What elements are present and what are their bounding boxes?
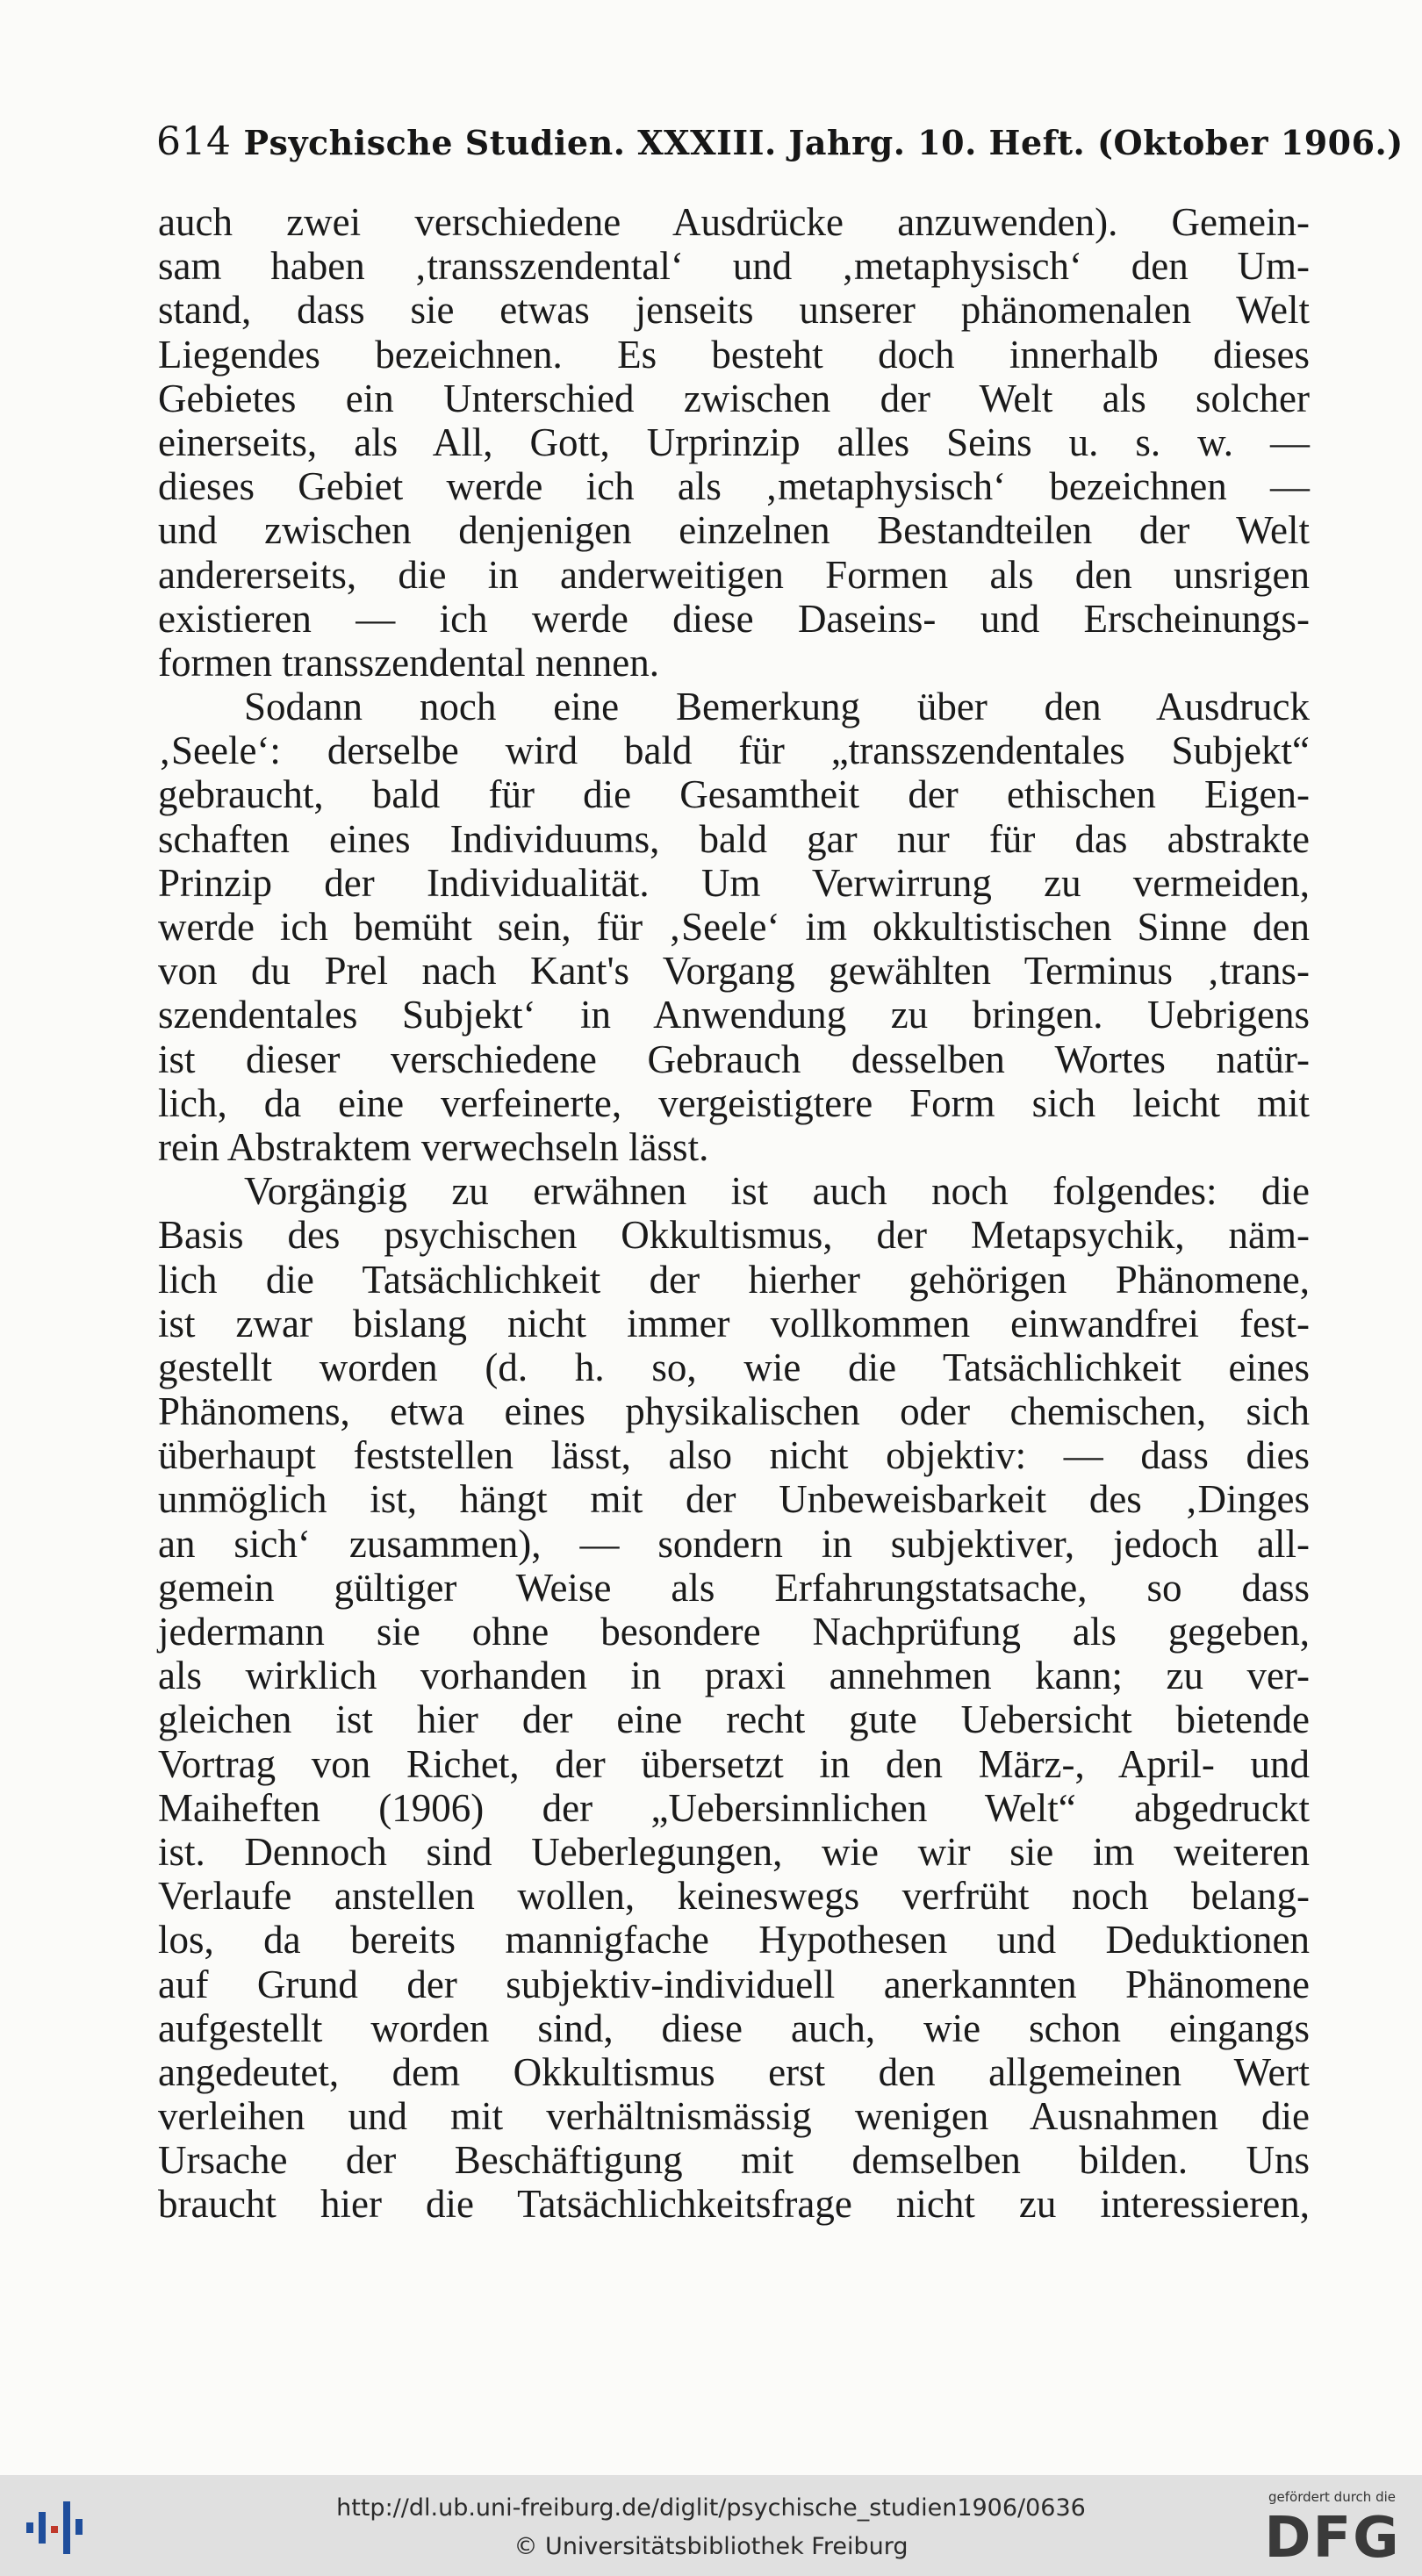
text-line: gestellt worden (d. h. so, wie die Tatsächlichkeit eines	[158, 1345, 1310, 1389]
text-line: Maiheften (1906) der „Uebersinnlichen Welt“ abgedruckt	[158, 1785, 1310, 1830]
text-line: Verlaufe anstellen wollen, keineswegs verfrüht noch belang-	[158, 1874, 1310, 1919]
text-line: dieses Gebiet werde ich als ‚metaphysisch‘ bezeichnen —	[158, 464, 1310, 509]
paragraph-start-line: Sodann noch eine Bemerkung über den Ausdruck	[244, 685, 1310, 729]
text-line: auf Grund der subjektiv-individuell anerkannten Phänomene	[158, 1962, 1310, 2006]
text-line: ist zwar bislang nicht immer vollkommen einwandfrei fest-	[158, 1301, 1310, 1345]
text-line: Prinzip der Individualität. Um Verwirrung zu vermeiden,	[158, 860, 1310, 905]
text-line: los, da bereits mannigfache Hypothesen und Deduktionen	[158, 1918, 1310, 1962]
sponsor-caption: gefördert durch die	[1268, 2489, 1396, 2505]
body-text	[158, 200, 1310, 2227]
paragraph-end-line: formen transszendental nennen.	[158, 640, 660, 685]
text-line: Ursache der Beschäftigung mit demselben bilden. Uns	[158, 2138, 1310, 2183]
text-line: gemein gültiger Weise als Erfahrungstatsache, so dass	[158, 1565, 1310, 1610]
text-line: Phänomens, etwa eines physikalischen oder chemischen, sich	[158, 1389, 1310, 1434]
running-header	[156, 119, 1404, 164]
text-line: ist. Dennoch sind Ueberlegungen, wie wir sie im weiteren	[158, 1829, 1310, 1874]
text-line: Liegendes bezeichnen. Es besteht doch innerhalb dieses	[158, 332, 1310, 377]
text-line: aufgestellt worden sind, diese auch, wie schon eingangs	[158, 2006, 1310, 2050]
text-line: als wirklich vorhanden in praxi annehmen kann; zu ver-	[158, 1654, 1310, 1698]
text-line: an sich‘ zusammen), — sondern in subjektiver, jedoch all-	[158, 1521, 1310, 1566]
text-line: schaften eines Individuums, bald gar nur für das abstrakte	[158, 816, 1310, 861]
text-line: ist dieser verschiedene Gebrauch desselben Wortes natür-	[158, 1037, 1310, 1081]
text-line: werde ich bemüht sein, für ‚Seele‘ im okkultistischen Sinne den	[158, 905, 1310, 949]
copyright-notice: © Universitätsbibliothek Freiburg	[514, 2533, 908, 2560]
text-line: von du Prel nach Kant's Vorgang gewählten Terminus ‚trans-	[158, 949, 1310, 994]
text-line: sam haben ‚transszendental‘ und ‚metaphysisch‘ den Um-	[158, 244, 1310, 289]
text-line: ‚Seele‘: derselbe wird bald für „transszendentales Subjekt“	[158, 728, 1310, 773]
text-line: braucht hier die Tatsächlichkeitsfrage nicht zu interessieren,	[158, 2182, 1310, 2227]
text-line: verleihen und mit verhältnismässig wenigen Ausnahmen die	[158, 2094, 1310, 2139]
paragraph-end-line: rein Abstraktem verwechseln lässt.	[158, 1124, 709, 1169]
text-line: existieren — ich werde diese Daseins- und Erscheinungs-	[158, 596, 1310, 641]
text-line: unmöglich ist, hängt mit der Unbeweisbarkeit des ‚Dinges	[158, 1477, 1310, 1522]
text-line: lich die Tatsächlichkeit der hierher gehörigen Phänomene,	[158, 1257, 1310, 1302]
text-line: jedermann sie ohne besondere Nachprüfung als gegeben,	[158, 1610, 1310, 1654]
text-line: einerseits, als All, Gott, Urprinzip alles Seins u. s. w. —	[158, 420, 1310, 464]
dfg-logo: DFG	[1264, 2506, 1401, 2571]
text-line: Gebietes ein Unterschied zwischen der Welt als solcher	[158, 376, 1310, 420]
paragraph-start-line: Vorgängig zu erwähnen ist auch noch folgendes: die	[244, 1169, 1310, 1214]
viewer-footer	[0, 2475, 1422, 2576]
permalink-link[interactable]: http://dl.ub.uni-freiburg.de/diglit/psychische_studien1906/0636	[336, 2494, 1086, 2522]
page-number: 614	[156, 119, 232, 164]
text-line: andererseits, die in anderweitigen Formen als den unsrigen	[158, 552, 1310, 597]
text-line: gebraucht, bald für die Gesamtheit der ethischen Eigen-	[158, 772, 1310, 817]
text-line: angedeutet, dem Okkultismus erst den allgemeinen Wert	[158, 2049, 1310, 2094]
text-line: stand, dass sie etwas jenseits unserer phänomenalen Welt	[158, 288, 1310, 333]
text-line: überhaupt feststellen lässt, also nicht objektiv: — dass dies	[158, 1433, 1310, 1478]
text-line: Vortrag von Richet, der übersetzt in den März-, April- und	[158, 1741, 1310, 1786]
text-line: Basis des psychischen Okkultismus, der Metapsychik, näm-	[158, 1213, 1310, 1258]
text-line: auch zwei verschiedene Ausdrücke anzuwenden). Gemein-	[158, 200, 1310, 244]
sponsor-block	[1255, 2489, 1409, 2571]
text-line: gleichen ist hier der eine recht gute Uebersicht bietende	[158, 1697, 1310, 1742]
text-line: lich, da eine verfeinerte, vergeistigtere Form sich leicht mit	[158, 1080, 1310, 1125]
text-line: szendentales Subjekt‘ in Anwendung zu bringen. Uebrigens	[158, 993, 1310, 1037]
running-title: Psychische Studien. XXXIII. Jahrg. 10. Heft. (Oktober 1906.)	[243, 123, 1404, 162]
text-line: und zwischen denjenigen einzelnen Bestandteilen der Welt	[158, 508, 1310, 553]
